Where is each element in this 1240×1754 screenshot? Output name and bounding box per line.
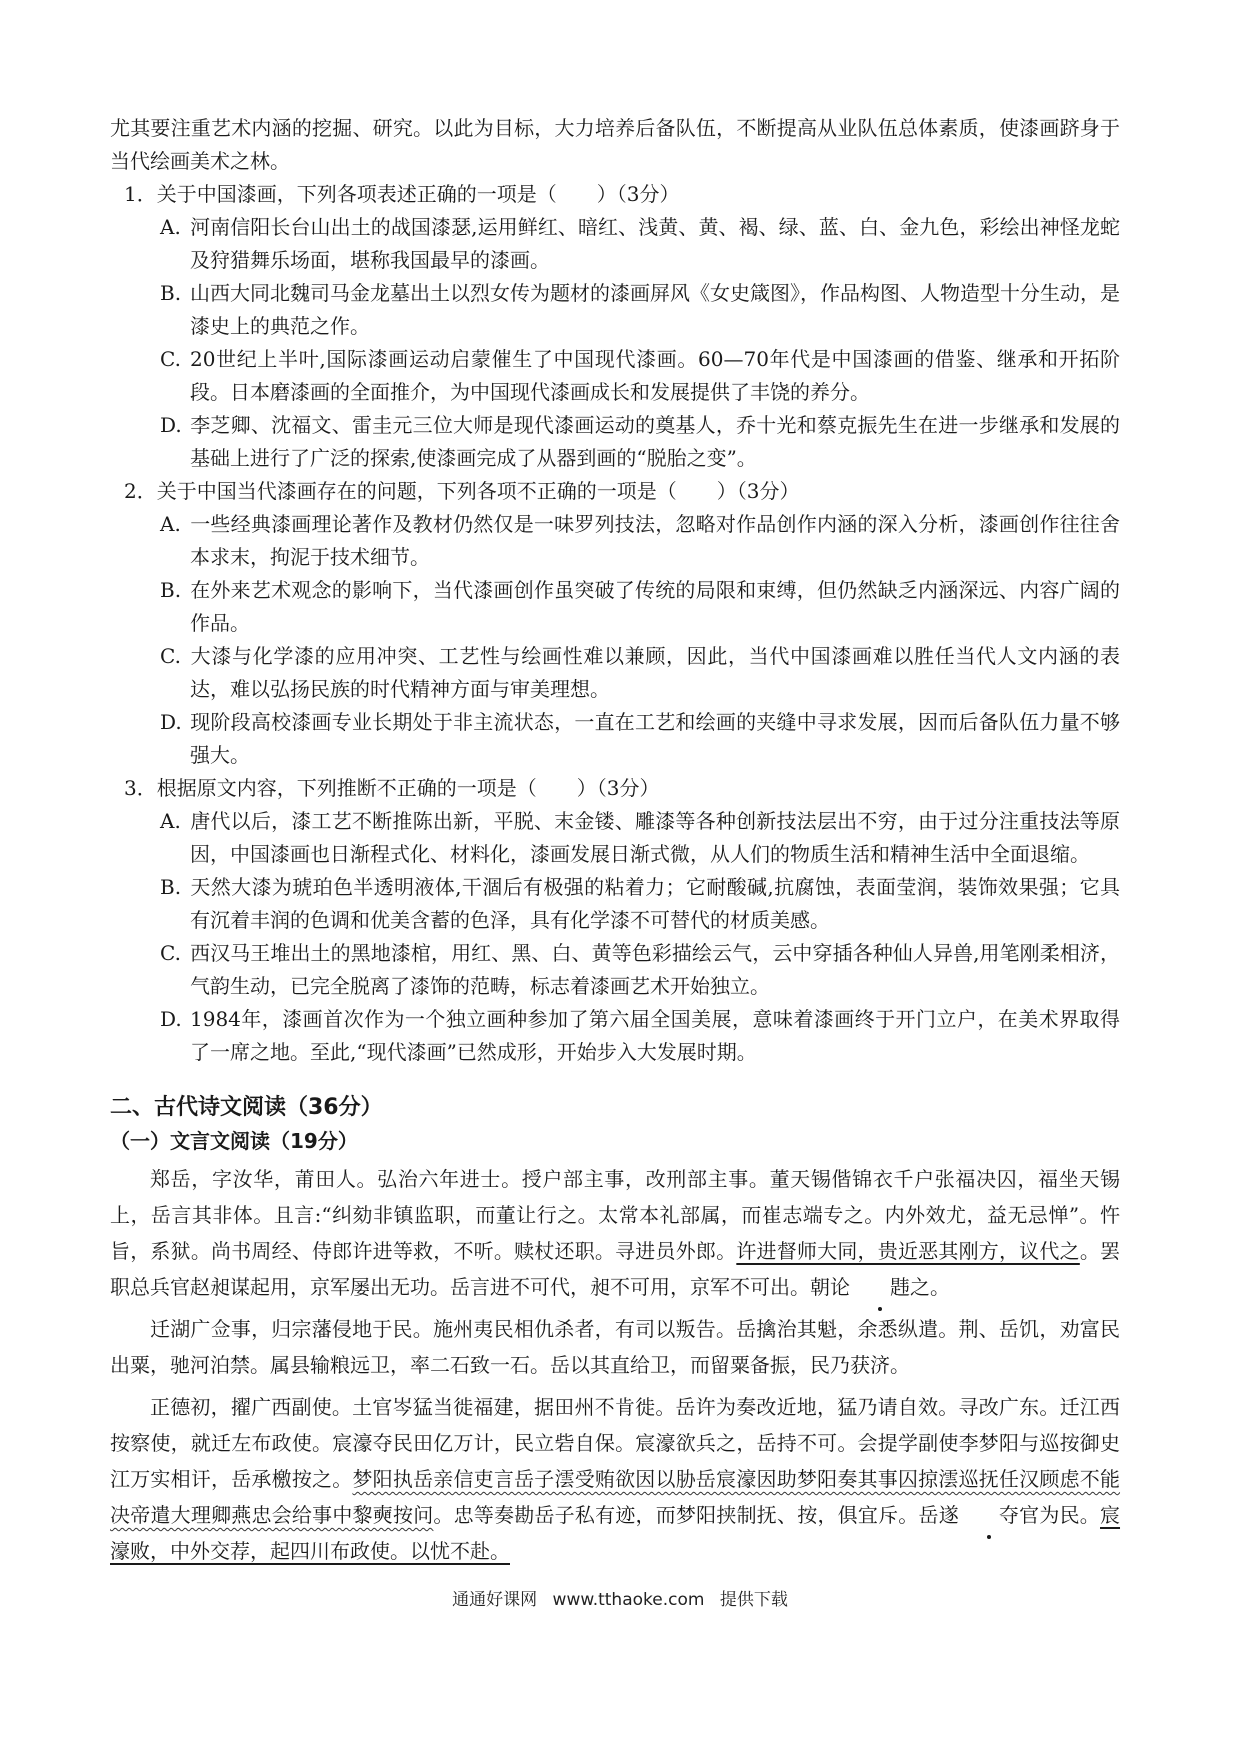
option-letter: D.: [160, 413, 182, 437]
option-text: 现阶段高校漆画专业长期处于非主流状态，一直在工艺和绘画的夹缝中寻求发展，因而后备队伍力量不够强大。: [190, 710, 1120, 767]
option-text: 天然大漆为琥珀色半透明液体,干涸后有极强的粘着力；它耐酸碱,抗腐蚀，表面莹润，装饰效果强；它具有沉着丰润的色调和优美含蓄的色泽，具有化学漆不可替代的材质美感。: [190, 875, 1120, 932]
option-letter: B.: [160, 578, 182, 602]
option-text: 一些经典漆画理论著作及教材仍然仅是一味罗列技法，忽略对作品创作内涵的深入分析，漆画创作往往舍本求末，拘泥于技术细节。: [190, 512, 1120, 569]
question-2-stem: 2．关于中国当代漆画存在的问题，下列各项不正确的一项是（ ）（3分）: [124, 479, 800, 503]
page-footer: [0, 1585, 1240, 1610]
underlined-sentence: 宸濠败，中外交荐，起四川布政使。以忧不赴。: [110, 1503, 1121, 1563]
option-letter: B.: [160, 875, 182, 899]
subsection-title: （一）文言文阅读（19分）: [110, 1129, 358, 1153]
option-letter: A.: [160, 215, 181, 239]
footer-site-name: 通通好课网: [452, 1590, 538, 1610]
question-1-option-b: [160, 277, 1120, 343]
option-letter: C.: [160, 347, 181, 371]
option-text: 1984年，漆画首次作为一个独立画种参加了第六届全国美展，意味着漆画终于开门立户，在美术界取得了一席之地。至此,“现代漆画”已然成形，开始步入大发展时期。: [190, 1007, 1120, 1064]
dotted-character: 夺: [959, 1497, 1019, 1533]
passage-text: 。忠等奏勘岳子私有迹，而梦阳挟制抚、按，俱宜斥。岳遂: [433, 1503, 959, 1527]
option-letter: C.: [160, 644, 181, 668]
question-2-option-d: [160, 706, 1120, 772]
dotted-character: 韪: [850, 1269, 910, 1305]
passage-text: 。罢职总兵官赵昶谋起用，京军屡出无功。岳言进不可代，昶不可用，京军不可出。朝论: [110, 1239, 1121, 1299]
question-2-option-c: [160, 640, 1120, 706]
option-letter: A.: [160, 512, 181, 536]
option-text: 河南信阳长台山出土的战国漆瑟,运用鲜红、暗红、浅黄、黄、褐、绿、蓝、白、金九色，彩绘出神怪龙蛇及狩猎舞乐场面，堪称我国最早的漆画。: [190, 215, 1120, 272]
intro-paragraph: 尤其要注重艺术内涵的挖掘、研究。以此为目标，大力培养后备队伍，不断提高从业队伍总体素质，使漆画跻身于当代绘画美术之林。: [110, 116, 1120, 173]
question-1-option-a: [160, 211, 1120, 277]
question-2-option-b: [160, 574, 1120, 640]
passage-paragraph-1: [110, 1161, 1120, 1305]
question-3-stem: 3．根据原文内容，下列推断不正确的一项是（ ）（3分）: [124, 776, 660, 800]
question-3: [110, 772, 1120, 1069]
passage-text: 之。: [910, 1275, 950, 1299]
option-text: 大漆与化学漆的应用冲突、工艺性与绘画性难以兼顾，因此，当代中国漆画难以胜任当代人文内涵的表达，难以弘扬民族的时代精神方面与审美理想。: [190, 644, 1120, 701]
question-3-option-b: [160, 871, 1120, 937]
section-title: 二、古代诗文阅读（36分）: [110, 1095, 383, 1120]
wavy-underlined-sentence: 梦阳执岳亲信吏言岳子澐受贿欲因以胁岳宸濠因助梦阳奏其事囚掠澐巡抚任汉顾虑不能决帝遣大理卿燕忠会给事中黎奭按问: [110, 1467, 1121, 1527]
option-letter: D.: [160, 1007, 182, 1031]
question-2: [110, 475, 1120, 772]
option-text: 山西大同北魏司马金龙墓出土以烈女传为题材的漆画屏风《女史箴图》，作品构图、人物造型十分生动，是漆史上的典范之作。: [190, 281, 1120, 338]
option-text: 在外来艺术观念的影响下，当代漆画创作虽突破了传统的局限和束缚，但仍然缺乏内涵深远、内容广阔的作品。: [190, 578, 1120, 635]
question-3-option-a: [160, 805, 1120, 871]
option-letter: C.: [160, 941, 181, 965]
underlined-sentence: 许进督师大同，贵近恶其刚方，议代之: [736, 1239, 1080, 1263]
exam-page: [110, 112, 1120, 1569]
passage-text: 官为民。: [1018, 1503, 1101, 1527]
question-3-option-c: [160, 937, 1120, 1003]
question-3-option-d: [160, 1003, 1120, 1069]
question-1: [110, 178, 1120, 475]
option-text: 西汉马王堆出土的黑地漆棺，用红、黑、白、黄等色彩描绘云气，云中穿插各种仙人异兽,用笔刚柔相济，气韵生动，已完全脱离了漆饰的范畴，标志着漆画艺术开始独立。: [190, 941, 1120, 998]
question-1-option-c: [160, 343, 1120, 409]
option-letter: A.: [160, 809, 181, 833]
option-letter: B.: [160, 281, 182, 305]
option-text: 唐代以后，漆工艺不断推陈出新，平脱、末金镂、雕漆等各种创新技法层出不穷，由于过分注重技法等原因，中国漆画也日渐程式化、材料化，漆画发展日渐式微，从人们的物质生活和精神生活中全面退缩。: [190, 809, 1120, 866]
passage-paragraph-2: 迁湖广佥事，归宗藩侵地于民。施州夷民相仇杀者，有司以叛告。岳擒治其魁，余悉纵遣。荆、岳饥，劝富民出粟，驰河泊禁。属县输粮远卫，率二石致一石。岳以其直给卫，而留粟备振，民乃获济。: [110, 1317, 1120, 1377]
passage-text: 正德初，擢广西副使。土官岑猛当徙福建，据田州不肯徙。岳许为奏改近地，猛乃请自效。寻改广东。迁江西按察使，就迁左布政使。宸濠夺民田亿万计，民立砦自保。宸濠欲兵之，岳持不可。会提学副使李梦阳与巡按御史江万实相讦，岳承檄按之。: [110, 1395, 1120, 1491]
question-1-stem: 1．关于中国漆画，下列各项表述正确的一项是（ ）（3分）: [124, 182, 680, 206]
option-text: 20世纪上半叶,国际漆画运动启蒙催生了中国现代漆画。60—70年代是中国漆画的借鉴、继承和开拓阶段。日本磨漆画的全面推介，为中国现代漆画成长和发展提供了丰饶的养分。: [190, 347, 1120, 404]
footer-url[interactable]: www.tthaoke.com: [552, 1590, 705, 1610]
question-2-option-a: [160, 508, 1120, 574]
option-letter: D.: [160, 710, 182, 734]
passage-paragraph-3: [110, 1389, 1120, 1569]
footer-suffix: 提供下载: [719, 1590, 788, 1610]
passage-text: 郑岳，字汝华，莆田人。弘治六年进士。授户部主事，改刑部主事。董天锡偕锦衣千户张福决囚，福坐天锡上，岳言其非体。且言:“纠劾非镇监职，而董让行之。太常本礼部属，而崔志端专之。内外效尤，益无忌惮”。忤旨，系狱。尚书周经、侍郎许进等救，不听。赎杖还职。寻进员外郎。: [110, 1167, 1120, 1263]
question-1-option-d: [160, 409, 1120, 475]
option-text: 李芝卿、沈福文、雷圭元三位大师是现代漆画运动的奠基人，乔十光和蔡克振先生在进一步继承和发展的基础上进行了广泛的探索,使漆画完成了从器到画的“脱胎之变”。: [190, 413, 1120, 470]
